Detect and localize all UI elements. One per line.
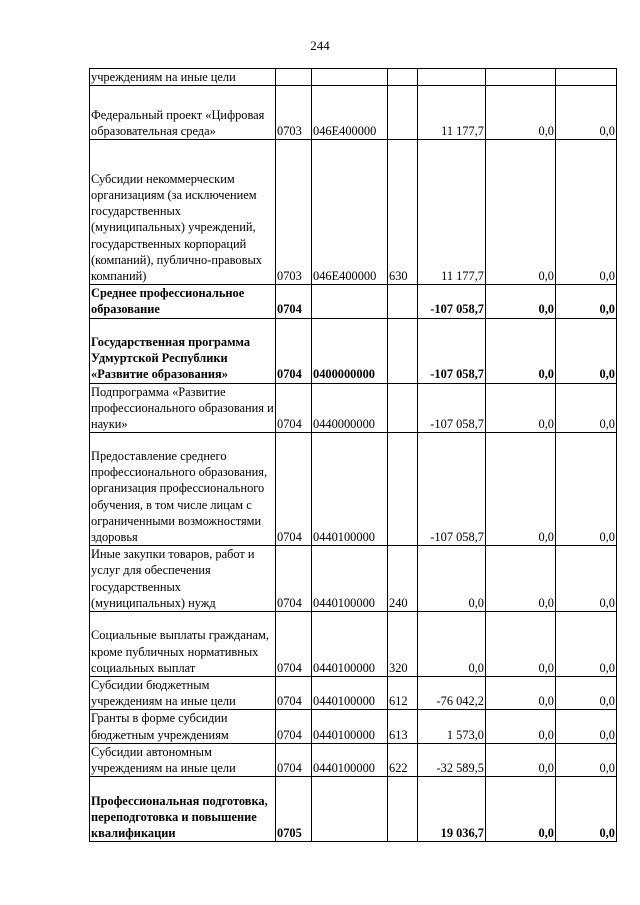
row-section-code: 0704	[276, 546, 312, 612]
page-number: 244	[310, 38, 330, 53]
table-row	[90, 710, 617, 743]
row-name: Среднее профессиональное образование	[90, 285, 276, 318]
table-row	[90, 69, 617, 86]
row-target-code: 0440100000	[312, 612, 388, 677]
row-value-3	[556, 69, 617, 86]
row-amount: 0,0	[418, 612, 486, 677]
row-value-3: 0,0	[556, 710, 617, 743]
row-value-2: 0,0	[486, 612, 556, 677]
row-target-code: 0400000000	[312, 318, 388, 383]
row-target-code: 0440000000	[312, 383, 388, 433]
row-value-2	[486, 69, 556, 86]
row-value-3: 0,0	[556, 777, 617, 842]
row-section-code	[276, 69, 312, 86]
row-target-code: 0440100000	[312, 710, 388, 743]
budget-table	[89, 68, 617, 842]
row-target-code	[312, 285, 388, 318]
row-name: Социальные выплаты гражданам, кроме публичных нормативных социальных выплат	[90, 612, 276, 677]
row-value-2: 0,0	[486, 140, 556, 285]
row-amount: 11 177,7	[418, 140, 486, 285]
row-section-code: 0704	[276, 677, 312, 710]
row-expense-code	[388, 777, 418, 842]
row-expense-code: 240	[388, 546, 418, 612]
table-row	[90, 383, 617, 433]
row-target-code	[312, 69, 388, 86]
row-section-code: 0703	[276, 86, 312, 140]
row-value-2: 0,0	[486, 383, 556, 433]
row-section-code: 0705	[276, 777, 312, 842]
row-amount: -76 042,2	[418, 677, 486, 710]
row-value-2: 0,0	[486, 743, 556, 776]
table-row	[90, 140, 617, 285]
row-section-code: 0703	[276, 140, 312, 285]
row-section-code: 0704	[276, 318, 312, 383]
row-name: учреждениям на иные цели	[90, 69, 276, 86]
row-value-3: 0,0	[556, 140, 617, 285]
row-target-code: 046E400000	[312, 140, 388, 285]
row-expense-code: 622	[388, 743, 418, 776]
row-amount: -107 058,7	[418, 383, 486, 433]
row-value-2: 0,0	[486, 677, 556, 710]
table-row	[90, 612, 617, 677]
row-target-code	[312, 777, 388, 842]
row-name: Субсидии автономным учреждениям на иные цели	[90, 743, 276, 776]
row-section-code: 0704	[276, 743, 312, 776]
row-value-3: 0,0	[556, 546, 617, 612]
row-name: Подпрограмма «Развитие профессионального образования и науки»	[91, 384, 274, 432]
row-section-code: 0704	[276, 612, 312, 677]
row-value-3: 0,0	[556, 383, 617, 433]
row-name: Субсидии бюджетным учреждениям на иные цели	[90, 677, 276, 710]
table-row	[90, 86, 617, 140]
row-value-2: 0,0	[486, 433, 556, 546]
row-amount: 19 036,7	[418, 777, 486, 842]
row-target-code: 046E400000	[312, 86, 388, 140]
row-name: Государственная программа Удмуртской Республики «Развитие образования»	[90, 318, 276, 383]
row-section-code: 0704	[276, 433, 312, 546]
row-section-code: 0704	[276, 285, 312, 318]
row-expense-code	[388, 86, 418, 140]
row-section-code: 0704	[276, 383, 312, 433]
row-name: Предоставление среднего профессионального образования, организация профессионального обучения, в том числе лицам с ограниченными возможностями здоровья	[90, 433, 276, 546]
table-row	[90, 285, 617, 318]
table-row	[90, 433, 617, 546]
row-name: Профессиональная подготовка, переподготовка и повышение квалификации	[90, 777, 276, 842]
row-name: Иные закупки товаров, работ и услуг для обеспечения государственных (муниципальных) нужд	[90, 546, 276, 612]
row-expense-code	[388, 383, 418, 433]
row-target-code: 0440100000	[312, 677, 388, 710]
row-expense-code	[388, 285, 418, 318]
row-expense-code: 630	[388, 140, 418, 285]
row-section-code: 0704	[276, 710, 312, 743]
row-expense-code	[388, 433, 418, 546]
row-amount: -107 058,7	[418, 285, 486, 318]
row-amount: 11 177,7	[418, 86, 486, 140]
row-amount: -32 589,5	[418, 743, 486, 776]
table-body	[90, 69, 617, 842]
row-amount	[418, 69, 486, 86]
table-row	[90, 677, 617, 710]
row-amount: -107 058,7	[418, 318, 486, 383]
row-value-2: 0,0	[486, 710, 556, 743]
table-row	[90, 318, 617, 383]
row-value-3: 0,0	[556, 285, 617, 318]
table-row	[90, 743, 617, 776]
row-name: Гранты в форме субсидии бюджетным учреждениям	[90, 710, 276, 743]
row-value-2: 0,0	[486, 777, 556, 842]
row-value-3: 0,0	[556, 743, 617, 776]
row-expense-code: 320	[388, 612, 418, 677]
row-value-2: 0,0	[486, 546, 556, 612]
row-value-2: 0,0	[486, 285, 556, 318]
row-target-code: 0440100000	[312, 433, 388, 546]
row-target-code: 0440100000	[312, 546, 388, 612]
row-value-3: 0,0	[556, 318, 617, 383]
table-row	[90, 546, 617, 612]
row-value-2: 0,0	[486, 86, 556, 140]
row-expense-code: 612	[388, 677, 418, 710]
row-amount: -107 058,7	[418, 433, 486, 546]
table-row	[90, 777, 617, 842]
row-amount: 1 573,0	[418, 710, 486, 743]
row-target-code: 0440100000	[312, 743, 388, 776]
row-value-3: 0,0	[556, 86, 617, 140]
row-expense-code: 613	[388, 710, 418, 743]
row-value-3: 0,0	[556, 677, 617, 710]
row-value-2: 0,0	[486, 318, 556, 383]
row-name: Субсидии некоммерческим организациям (за исключением государственных (муниципальных) учреждений, государственных корпораций (компаний), публично-правовых компаний)	[90, 140, 276, 285]
row-expense-code	[388, 69, 418, 86]
row-amount: 0,0	[418, 546, 486, 612]
row-name: Федеральный проект «Цифровая образовательная среда»	[90, 86, 276, 140]
row-expense-code	[388, 318, 418, 383]
row-value-3: 0,0	[556, 433, 617, 546]
row-value-3: 0,0	[556, 612, 617, 677]
